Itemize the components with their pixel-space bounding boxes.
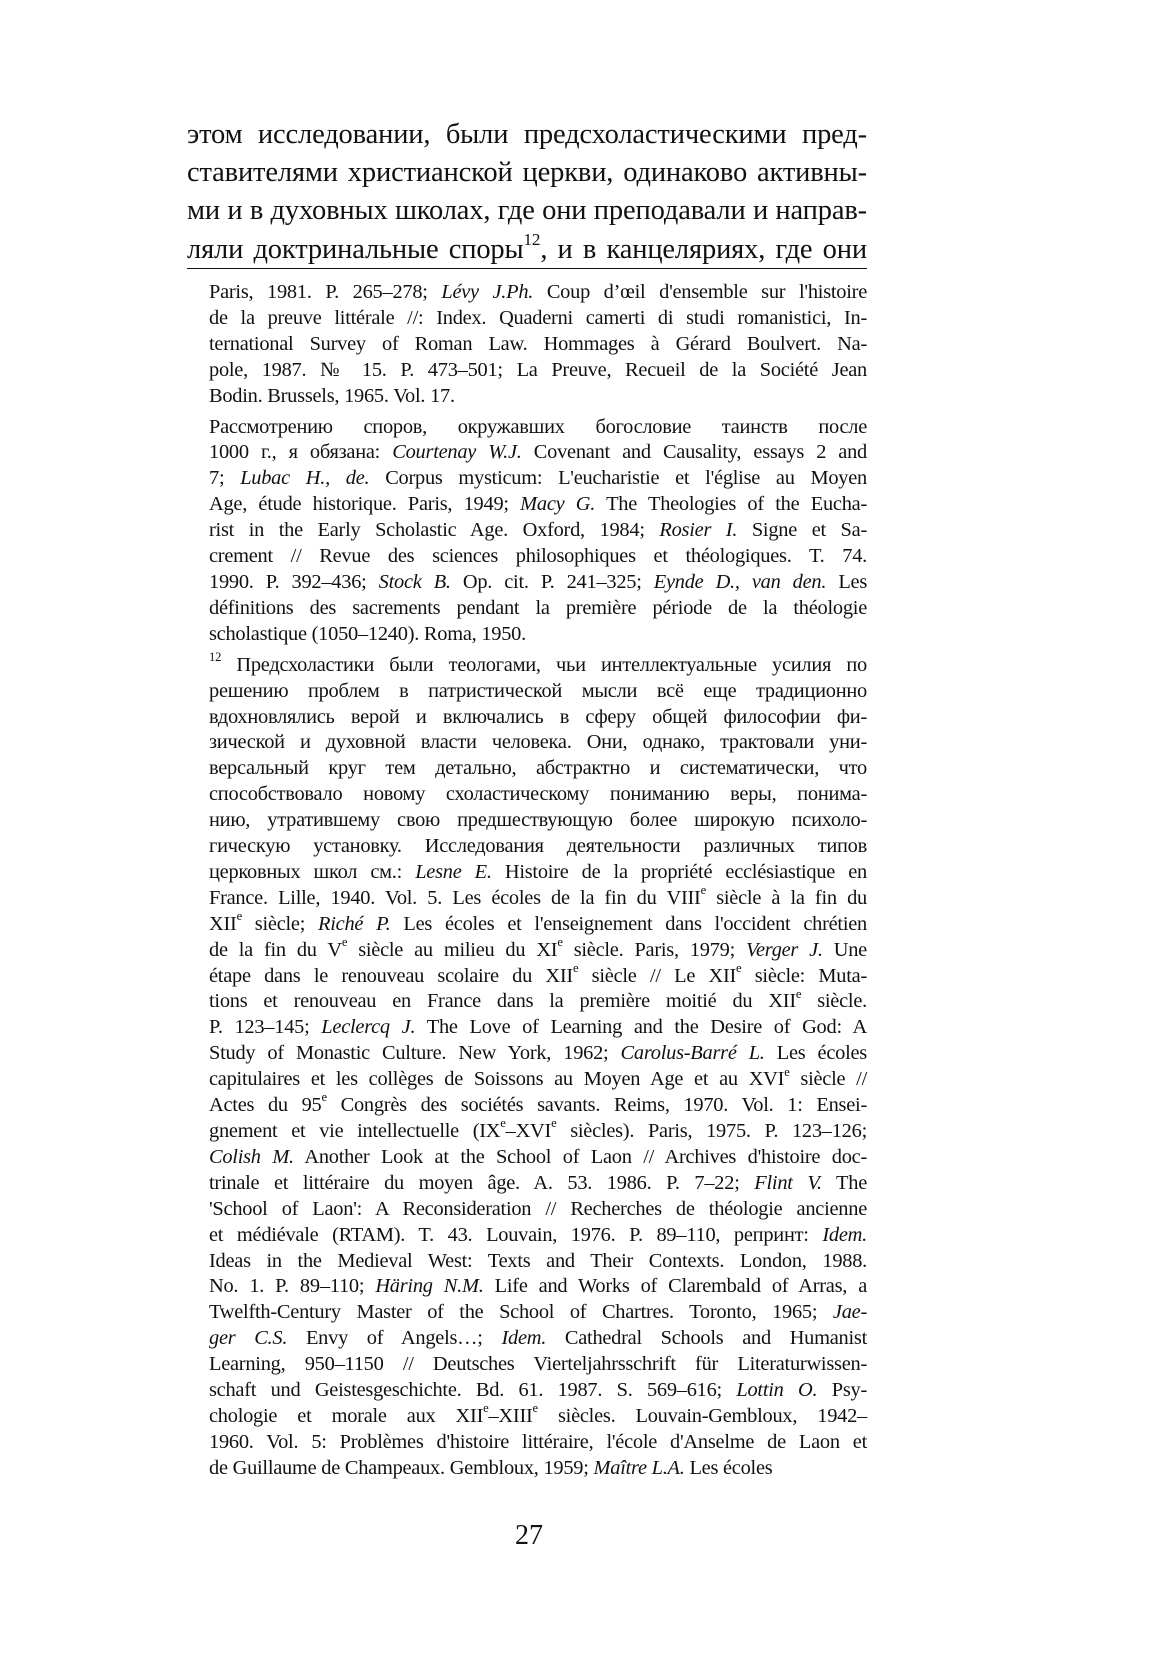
footnote-text: XII: [209, 912, 237, 935]
footnote-line: [209, 1430, 867, 1456]
footnote-text: The Theologies of the Eucha-: [595, 493, 867, 516]
footnote-line: [209, 1116, 867, 1145]
main-text-line: этом исследовании, были предсхоластическими пред-: [187, 119, 867, 150]
footnote-line: [209, 1171, 867, 1197]
footnote-text: siècles). Paris, 1975. P. 123–126;: [556, 1120, 867, 1142]
footnote-text: tions et renouveau en France dans la première moitié du XII: [209, 990, 796, 1013]
footnote-line: [209, 960, 867, 990]
author-name: Courtenay W.J.: [392, 441, 522, 464]
footnote-text: Learning, 950–1150 // Deutsches Vierteljahrsschrift für Literaturwissen-: [209, 1353, 867, 1376]
footnote-line: [209, 1015, 867, 1041]
footnote-text: версальный круг тем детально, абстрактно и систематически, что: [209, 757, 867, 780]
footnote-text: siècle //: [789, 1068, 867, 1091]
footnote-text: schaft und Geistesgeschichte. Bd. 61. 1987. S. 569–616;: [209, 1379, 737, 1402]
footnote-line: [209, 1090, 867, 1119]
footnote-text: de la preuve littérale //: Index. Quaderni camerti di studi romanistici, In-: [209, 306, 867, 329]
main-text-line: ми и в духовных школах, где они преподавали и направ-: [187, 195, 867, 227]
footnote-text: capitulaires et les collèges de Soissons au Moyen Age et au XVI: [209, 1068, 785, 1091]
footnote-separator: [187, 268, 867, 269]
footnote-line: [209, 1064, 867, 1093]
footnote-line: [209, 384, 867, 410]
author-name: Rosier I.: [659, 519, 738, 542]
footnote-text: Les écoles: [684, 1456, 773, 1479]
footnote-text: siècle;: [241, 912, 319, 935]
footnote-text: Les: [826, 570, 868, 593]
footnote-line: [209, 1401, 867, 1430]
footnote-line: [209, 679, 867, 705]
footnote-text: définitions des sacrements pendant la première période de la théologie: [209, 596, 867, 619]
footnote-line: [209, 1197, 867, 1223]
footnote-line: [209, 782, 867, 808]
author-name: Stock B.: [378, 570, 451, 593]
footnote-text: гическую установку. Исследования деятельности различных типов: [209, 835, 867, 858]
footnote-text: Histoire de la propriété ecclésiastique en: [491, 860, 867, 883]
footnote-text: P. 123–145;: [209, 1016, 322, 1039]
footnote-line: [209, 650, 867, 679]
footnote-line: [209, 1352, 867, 1378]
footnote-marker: 12: [209, 650, 222, 664]
footnote-line: [209, 883, 867, 912]
footnote-text: Paris, 1981. P. 265–278;: [209, 281, 442, 303]
footnote-line: [209, 1249, 867, 1275]
footnote-text: 1000 г., я обязана:: [209, 441, 393, 464]
footnote-line: [209, 280, 867, 306]
footnote-text: нию, утратившему свою предшествующую более широкую психоло-: [209, 809, 867, 832]
footnote-text: de Guillaume de Champeaux. Gembloux, 1959;: [209, 1456, 594, 1479]
footnote-text: gnement et vie intellectuelle (IX: [209, 1120, 501, 1142]
footnote-text: étape dans le renouveau scolaire du XII: [209, 964, 573, 987]
footnote-text: решению проблем в патристической мысли всё еще традиционно: [209, 679, 867, 702]
footnote-text: pole, 1987. № 15. P. 473–501; La Preuve, Recueil de la Société Jean: [209, 358, 867, 381]
author-name: Jae-: [832, 1301, 867, 1324]
footnote-text: crement // Revue des sciences philosophiques et théologiques. T. 74.: [209, 545, 867, 568]
footnote-text: siècles. Louvain-Gembloux, 1942–: [537, 1404, 867, 1427]
superscript: e: [341, 934, 348, 949]
author-name: Riché P.: [318, 912, 391, 935]
author-name: Häring N.M.: [375, 1275, 484, 1298]
footnote-text: 1990. P. 392–436;: [209, 570, 379, 593]
footnote-text: Les écoles et l'enseignement dans l'occident chrétien: [390, 912, 867, 935]
author-name: Carolus-Barré L.: [620, 1042, 765, 1065]
footnote-text: Op. cit. P. 241–325;: [450, 570, 654, 593]
main-text: [187, 116, 867, 269]
author-name: Lubac H., de.: [240, 467, 370, 490]
footnote-text: et médiévale (RTAM). T. 43. Louvain, 1976. P. 89–110, репринт:: [209, 1223, 823, 1246]
footnote-line: [209, 306, 867, 332]
footnote-text: Une: [822, 938, 867, 961]
footnote-line: [209, 544, 867, 570]
footnote-line: [209, 1326, 867, 1352]
main-text-line: ставителями христианской церкви, одинаково активны-: [187, 157, 867, 189]
footnote-text: Рассмотрению споров, окружавших богословие таинств после: [209, 415, 867, 438]
main-text-line: [187, 231, 867, 269]
footnote-text: de la fin du V: [209, 938, 342, 961]
footnote-11: [209, 415, 867, 648]
footnote-line: [209, 756, 867, 782]
footnote-line: [209, 1300, 867, 1326]
footnote-line: [209, 358, 867, 384]
footnote-text: Twelfth-Century Master of the School of Chartres. Toronto, 1965;: [209, 1301, 833, 1324]
footnote-reference-12: 12: [523, 229, 541, 249]
footnote-text: способствовало новому схоластическому пониманию веры, понима-: [209, 783, 867, 806]
footnote-line: [209, 1145, 867, 1171]
footnote-text: Psy-: [817, 1379, 867, 1402]
footnote-line: [209, 909, 867, 938]
footnote-text: siècle à la fin du: [705, 886, 867, 909]
footnote-text: 'School of Laon': A Reconsideration // Recherches de théologie ancienne: [209, 1197, 867, 1220]
main-text-fragment: ляли доктринальные споры: [187, 233, 524, 265]
footnote-text: Предсхоластики были теологами, чьи интеллектуальные усилия по: [221, 653, 867, 676]
footnote-text: siècle.: [801, 990, 867, 1013]
superscript: e: [736, 960, 742, 975]
footnote-text: –XIII: [488, 1404, 533, 1427]
footnote-12: [209, 650, 868, 1482]
footnote-line: [209, 596, 867, 622]
superscript: e: [500, 1116, 506, 1131]
footnote-text: France. Lille, 1940. Vol. 5. Les écoles de la fin du VIII: [209, 886, 701, 909]
footnotes: [209, 280, 867, 1482]
footnote-line: [209, 934, 867, 964]
superscript: e: [557, 934, 563, 949]
footnote-text: Congrès des sociétés savants. Reims, 1970. Vol. 1: Ensei-: [326, 1094, 867, 1117]
footnote-line: [209, 332, 867, 358]
footnote-line: [209, 1274, 867, 1300]
footnote-text: The: [821, 1171, 868, 1194]
footnote-text: Envy of Angels…;: [287, 1327, 502, 1350]
footnote-text: siècle. Paris, 1979;: [562, 938, 747, 961]
footnote-line: [209, 1378, 867, 1404]
footnote-line: [209, 518, 867, 544]
footnote-text: Actes du 95: [209, 1094, 322, 1117]
author-name: Eynde D., van den.: [653, 570, 827, 593]
footnote-line: [209, 730, 867, 756]
author-name: Lévy J.Ph.: [441, 281, 534, 303]
footnote-continued: [209, 280, 867, 410]
author-name: Maître L.A.: [593, 1456, 685, 1479]
footnote-line: [209, 1223, 867, 1249]
author-name: Macy G.: [520, 493, 596, 516]
footnote-text: siècle au milieu du XI: [347, 938, 558, 961]
main-text-fragment: , и в канцеляриях, где они: [540, 233, 867, 265]
author-name: Verger J.: [746, 938, 823, 961]
footnote-text: scholastique (1050–1240). Roma, 1950.: [209, 622, 526, 645]
footnote-text: trinale et littéraire du moyen âge. A. 53. 1986. P. 7–22;: [209, 1171, 755, 1194]
author-name: Idem.: [501, 1327, 547, 1350]
footnote-text: Bodin. Brussels, 1965. Vol. 17.: [209, 384, 455, 407]
author-name: Leclercq J.: [321, 1016, 416, 1039]
footnote-text: siècle: Muta-: [741, 964, 867, 987]
footnote-text: Signe et Sa-: [737, 519, 867, 542]
footnote-line: [209, 860, 867, 886]
author-name: Idem.: [822, 1223, 867, 1246]
footnote-line: [209, 1041, 867, 1067]
footnote-line: [209, 986, 867, 1015]
author-name: Lottin O.: [736, 1379, 818, 1402]
superscript: e: [572, 960, 579, 975]
author-name: Lesne E.: [415, 860, 492, 883]
footnote-text: Cathedral Schools and Humanist: [546, 1327, 867, 1350]
footnote-text: Another Look at the School of Laon // Archives d'histoire doc-: [293, 1145, 867, 1168]
footnote-text: rist in the Early Scholastic Age. Oxford, 1984;: [209, 519, 660, 542]
footnote-line: [209, 808, 867, 834]
footnote-line: [209, 492, 867, 518]
author-name: Colish M.: [209, 1145, 294, 1168]
superscript: e: [483, 1401, 489, 1416]
footnote-text: зической и духовной власти человека. Они, однако, трактовали уни-: [209, 731, 867, 754]
footnote-text: Coup d’œil d'ensemble sur l'histoire: [533, 281, 867, 303]
footnote-text: Study of Monastic Culture. New York, 1962;: [209, 1042, 621, 1065]
footnote-text: церковных школ см.:: [209, 860, 416, 883]
footnote-line: [209, 705, 867, 731]
superscript: e: [795, 986, 802, 1001]
footnote-line: [209, 1456, 867, 1482]
footnote-text: Age, étude historique. Paris, 1949;: [209, 493, 521, 516]
superscript: e: [236, 909, 242, 924]
footnote-text: Corpus mysticum: L'eucharistie et l'église au Moyen: [369, 467, 867, 490]
superscript: e: [551, 1116, 557, 1131]
footnote-line: [209, 466, 867, 492]
superscript: e: [321, 1090, 327, 1105]
footnote-line: [209, 834, 867, 860]
footnote-line: [209, 622, 867, 648]
superscript: e: [532, 1401, 538, 1416]
footnote-text: 1960. Vol. 5: Problèmes d'histoire littéraire, l'école d'Anselme de Laon et: [209, 1430, 867, 1453]
superscript: e: [784, 1064, 790, 1079]
footnote-line: [209, 440, 867, 466]
footnote-text: No. 1. P. 89–110;: [209, 1275, 376, 1298]
footnote-text: Ideas in the Medieval West: Texts and Their Contexts. London, 1988.: [209, 1249, 867, 1272]
footnote-text: The Love of Learning and the Desire of God: A: [415, 1016, 867, 1039]
footnote-text: siècle // Le XII: [578, 964, 737, 987]
footnote-line: [209, 415, 867, 441]
author-name: ger C.S.: [209, 1327, 288, 1350]
superscript: e: [700, 883, 706, 898]
page-number: 27: [515, 1520, 543, 1551]
footnote-text: 7;: [209, 467, 241, 490]
footnote-text: вдохновлялись верой и включались в сферу общей философии фи-: [209, 705, 867, 728]
footnote-text: Life and Works of Clarembald of Arras, a: [483, 1275, 868, 1298]
author-name: Flint V.: [754, 1171, 822, 1194]
footnote-text: Les écoles: [764, 1042, 867, 1065]
footnote-text: Covenant and Causality, essays 2 and: [521, 441, 867, 464]
footnote-text: –XVI: [505, 1120, 552, 1142]
footnote-line: [209, 570, 867, 596]
footnote-text: ternational Survey of Roman Law. Hommages à Gérard Boulvert. Na-: [209, 332, 867, 355]
footnote-text: chologie et morale aux XII: [209, 1404, 484, 1427]
